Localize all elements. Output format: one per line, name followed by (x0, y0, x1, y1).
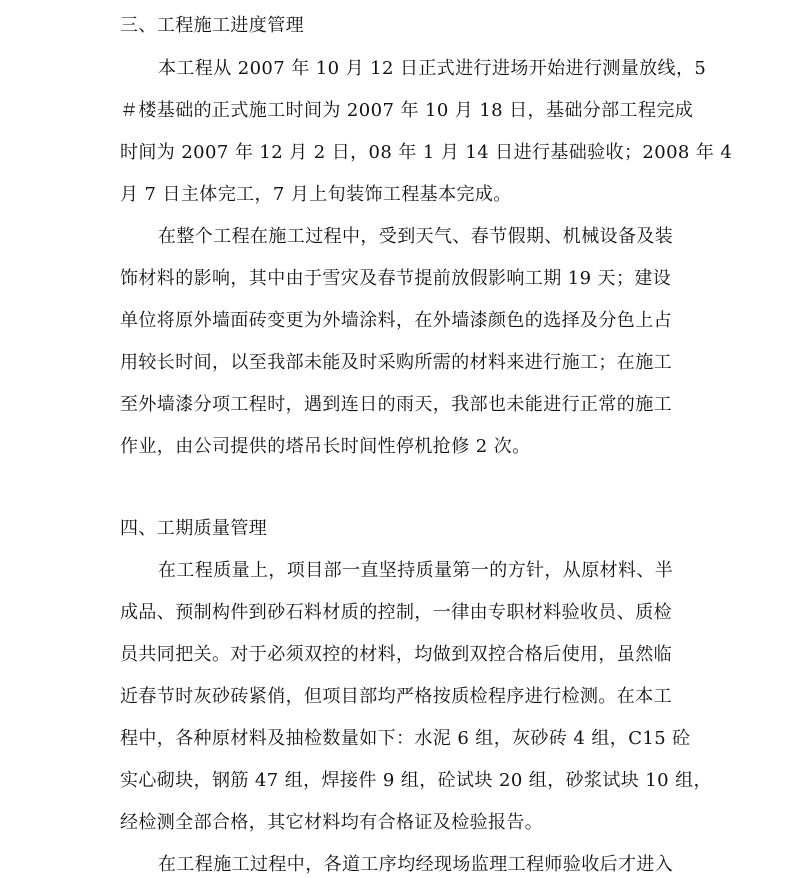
paragraph-line: 本工程从 2007 年 10 月 12 日正式进行进场开始进行测量放线，5 (158, 58, 707, 79)
paragraph-line: 经检测全部合格，其它材料均有合格证及检验报告。 (120, 812, 544, 833)
paragraph-line: 在工程质量上，项目部一直坚持质量第一的方针，从原材料、半 (158, 560, 674, 581)
paragraph-line: 员共同把关。对于必须双控的材料，均做到双控合格后使用，虽然临 (120, 644, 672, 665)
paragraph-line: 作业，由公司提供的塔吊长时间性停机抢修 2 次。 (120, 436, 531, 457)
paragraph-line: 程中，各种原材料及抽检数量如下：水泥 6 组，灰砂砖 4 组，C15 砼 (120, 728, 691, 749)
paragraph-line: 时间为 2007 年 12 月 2 日，08 年 1 月 14 日进行基础验收；2008 年 4 (120, 142, 733, 163)
paragraph-line: 单位将原外墙面砖变更为外墙涂料，在外墙漆颜色的选择及分色上占 (120, 310, 672, 331)
paragraph-line: 在工程施工过程中，各道工序均经现场监理工程师验收后才进入 (158, 854, 674, 875)
paragraph-line: 月 7 日主体完工，7 月上旬装饰工程基本完成。 (120, 184, 512, 205)
paragraph-line: 至外墙漆分项工程时，遇到连日的雨天，我部也未能进行正常的施工 (120, 394, 672, 415)
paragraph-line: 成品、预制构件到砂石料材质的控制，一律由专职材料验收员、质检 (120, 602, 672, 623)
paragraph-line: 在整个工程在施工过程中，受到天气、春节假期、机械设备及装 (158, 226, 674, 247)
section-heading: 四、工期质量管理 (120, 518, 268, 539)
paragraph-line: 近春节时灰砂砖紧俏，但项目部均严格按质检程序进行检测。在本工 (120, 686, 672, 707)
paragraph-line: 用较长时间，以至我部未能及时采购所需的材料来进行施工；在施工 (120, 352, 672, 373)
paragraph-line: ＃楼基础的正式施工时间为 2007 年 10 月 18 日，基础分部工程完成 (120, 100, 694, 121)
paragraph-line: 实心砌块，钢筋 47 组，焊接件 9 组，砼试块 20 组，砂浆试块 10 组， (120, 770, 712, 791)
section-heading: 三、工程施工进度管理 (120, 15, 304, 36)
paragraph-line: 饰材料的影响，其中由于雪灾及春节提前放假影响工期 19 天；建设 (120, 268, 672, 289)
